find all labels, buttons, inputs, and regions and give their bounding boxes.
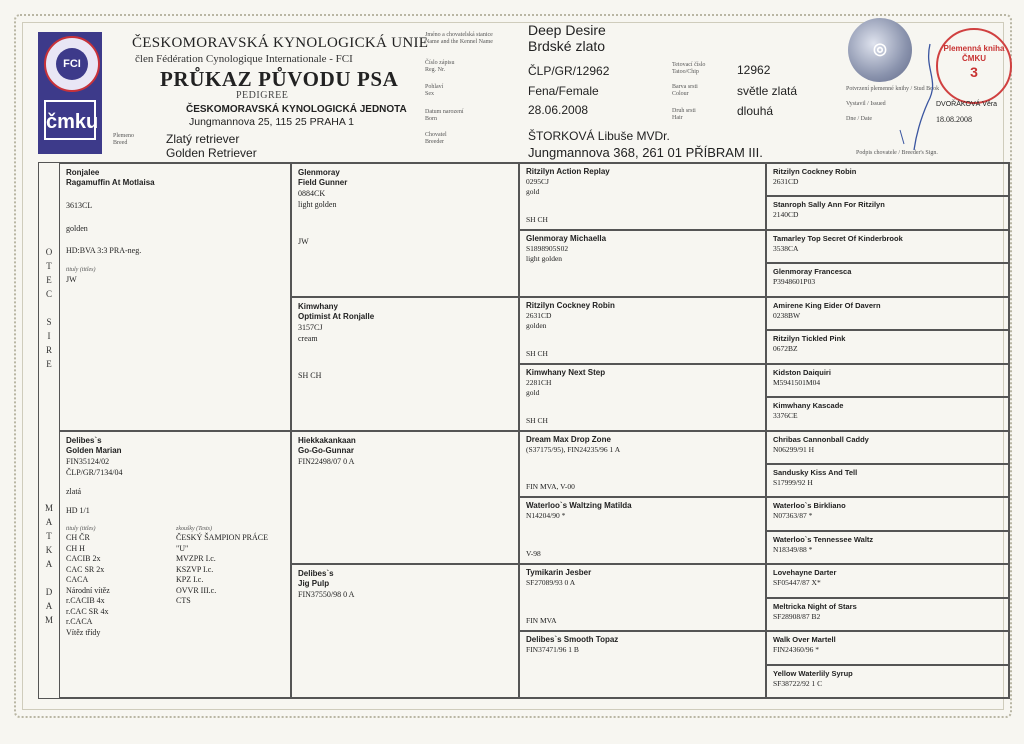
great-grandparent-title: SH CH	[526, 415, 548, 425]
great-grandparent-reg: 2631CD	[526, 310, 552, 320]
ancestor-gen4-reg: P3948601P03	[773, 277, 816, 287]
label-born: Datum narození Born	[425, 109, 464, 122]
ancestor-gen4-name: Amirene King Eider Of Davern	[773, 300, 881, 310]
sire-side-letter: E	[46, 359, 52, 369]
ancestor-gen4-reg: 2631CD	[773, 177, 799, 186]
grandparent-name-line1: Delibes`s	[298, 569, 334, 579]
great-grandparent-title: V-98	[526, 549, 541, 559]
dam-side-letter: D	[45, 587, 53, 597]
great-grandparent-cell	[519, 431, 766, 498]
ancestor-gen4-cell	[766, 464, 1009, 497]
dam-test-item: KPZ I.c.	[176, 575, 204, 584]
ancestor-gen4-reg: N18349/88 *	[773, 544, 813, 554]
great-grandparent-cell	[519, 631, 766, 698]
ancestor-gen4-cell	[766, 196, 1009, 229]
sire-side-letter: T	[46, 261, 52, 271]
dam-test-item: ČESKÝ ŠAMPION PRÁCE	[176, 533, 269, 542]
sire-colour: golden	[66, 224, 88, 233]
dog-colour: světle zlatá	[737, 84, 798, 98]
dam-tests-block: zkoušky (Tests) ČESKÝ ŠAMPION PRÁCE "U" MVZPR I.c. KSZVP I.c. KPZ I.c. OVVR III.c. CTS	[176, 526, 291, 607]
dam-colour: zlatá	[66, 487, 82, 496]
ancestor-gen4-cell	[766, 665, 1009, 698]
great-grandparent-cell	[519, 364, 766, 431]
sire-name-line2: Ragamuffin At Motlaisa	[66, 178, 155, 187]
label-reg: Číslo zápisu Reg. Nr.	[425, 60, 455, 73]
jednota-address: Jungmannova 25, 115 25 PRAHA 1	[189, 116, 355, 128]
dam-side-letter: K	[45, 545, 53, 555]
ancestor-gen4-reg: FIN24360/96 *	[773, 645, 820, 655]
ancestor-gen4-name: Tamarley Top Secret Of Kinderbrook	[773, 233, 903, 243]
dog-born: 28.06.2008	[528, 103, 589, 117]
sire-side-letter: E	[46, 275, 52, 285]
ancestor-gen4-name: Walk Over Martell	[773, 635, 836, 645]
dam-title-item: CH ČR	[66, 533, 90, 542]
grandparent-cell	[291, 564, 519, 698]
ancestor-gen4-cell	[766, 431, 1009, 464]
great-grandparent-colour: gold	[526, 187, 540, 196]
dam-test-item: CTS	[176, 596, 191, 605]
breed-label: Plemeno Breed	[113, 133, 134, 146]
great-grandparent-cell	[519, 163, 766, 230]
cmku-logo-text: čmku	[44, 100, 96, 140]
sire-side-letter: O	[45, 247, 53, 257]
ancestor-gen4-cell	[766, 297, 1009, 330]
great-grandparent-reg: N14204/90 *	[526, 511, 566, 521]
ancestor-gen4-name: Ritzilyn Cockney Robin	[773, 167, 857, 176]
dog-reg: ČLP/GR/12962	[528, 64, 610, 78]
dam-test-item: MVZPR I.c.	[176, 554, 216, 563]
great-grandparent-reg: FIN37471/96 1 B	[526, 645, 579, 655]
ancestor-gen4-reg: SF05447/87 X*	[773, 578, 821, 588]
dam-side-letter: A	[45, 517, 53, 527]
ancestor-gen4-name: Kidston Daiquiri	[773, 367, 831, 377]
ancestor-gen4-name: Glenmoray Francesca	[773, 267, 852, 277]
fci-emblem-icon	[44, 36, 100, 92]
ancestor-gen4-reg: N07363/87 *	[773, 511, 813, 521]
ancestor-gen4-reg: 3376CE	[773, 411, 798, 421]
dam-title-item: r.CACA	[66, 617, 93, 626]
dam-title-item: CAC SR 2x	[66, 564, 105, 574]
sire-side-letter: S	[46, 317, 52, 327]
sire-name-line1: Ronjalee	[66, 168, 100, 177]
dam-side-letter: A	[45, 601, 53, 611]
dam-test-item: OVVR III.c.	[176, 585, 217, 595]
dog-breeder-address: Jungmannova 368, 261 01 PŘÍBRAM III.	[528, 145, 763, 160]
grandparent-cell	[291, 163, 519, 297]
dam-side-letter: M	[44, 615, 53, 625]
great-grandparent-reg: S1898905S02	[526, 243, 569, 253]
sire-health: HD:BVA 3:3 PRA-neg.	[66, 246, 142, 255]
sire-reg: 3613CL	[66, 201, 93, 210]
hologram-seal-icon: ◎	[848, 18, 912, 82]
ancestor-gen4-cell	[766, 397, 1009, 430]
grandparent-cell	[291, 431, 519, 565]
ancestor-gen4-name: Kimwhany Kascade	[773, 401, 844, 411]
great-grandparent-colour: gold	[526, 387, 540, 397]
signature-mark	[870, 40, 980, 152]
ancestor-gen4-reg: M5941501M04	[773, 377, 821, 387]
dam-title-item: CH H	[66, 543, 85, 553]
grandparent-name-line2: Jig Pulp	[298, 579, 330, 589]
grandparent-reg: FIN22498/07 0 A	[298, 456, 355, 466]
grandparent-colour: cream	[298, 333, 318, 343]
label-issued: Vystavil / Issued	[846, 101, 886, 107]
ancestor-gen4-cell	[766, 230, 1009, 263]
grandparent-name-line1: Glenmoray	[298, 168, 340, 177]
dam-side-letter: M	[44, 503, 53, 513]
grandparent-reg: 3157CJ	[298, 322, 323, 332]
great-grandparent-title: SH CH	[526, 348, 548, 358]
dam-title-item: CACIB 2x	[66, 554, 101, 563]
ancestor-gen4-cell	[766, 263, 1009, 296]
great-grandparent-name: Waterloo`s Waltzing Matilda	[526, 501, 632, 511]
dog-breeder: ŠTORKOVÁ Libuše MVDr.	[528, 129, 670, 143]
great-grandparent-cell	[519, 230, 766, 297]
great-grandparent-reg: (S37175/95), FIN24235/96 1 A	[526, 444, 621, 454]
dam-title-item: r.CAC SR 4x	[66, 606, 109, 616]
label-breeder: Chovatel Breeder	[425, 132, 447, 145]
grandparent-name-line2: Optimist At Ronjalle	[298, 311, 375, 321]
great-grandparent-reg: 0295CJ	[526, 177, 549, 186]
dog-tattoo: 12962	[737, 63, 771, 77]
jednota-name: ČESKOMORAVSKÁ KYNOLOGICKÁ JEDNOTA	[186, 104, 407, 115]
dam-titles-tests	[66, 526, 284, 656]
ancestor-gen4-cell	[766, 564, 1009, 597]
ancestor-gen4-name: Chribas Cannonball Caddy	[773, 434, 869, 444]
great-grandparent-title: FIN MVA, V-00	[526, 482, 575, 492]
grandparent-name-line1: Kimwhany	[298, 301, 339, 311]
breed-value: Zlatý retriever Golden Retriever	[166, 132, 257, 160]
sire-side-letter: R	[45, 345, 52, 355]
great-grandparent-name: Tymikarin Jesber	[526, 568, 592, 578]
dam-titles-block: tituly (titles) CH ČR CH H CACIB 2x CAC SR 2x CACA Národní vítěz r.CACIB 4x r.CAC SR 4x r.CACA Vítěz třídy	[66, 526, 166, 638]
grandparent-name-line1: Hiekkakankaan	[298, 435, 356, 445]
pedigree-table	[38, 162, 1010, 699]
great-grandparent-reg: SF27089/93 0 A	[526, 578, 576, 588]
dam-reg2: ČLP/GR/7134/04	[66, 468, 123, 477]
dam-test-item: "U"	[176, 543, 189, 553]
label-confirm: Potvrzení plemenné knihy / Stud Book	[846, 86, 940, 92]
label-tattoo: Tetovací číslo Tatoo/Chip	[672, 62, 706, 75]
dam-title-item: r.CACIB 4x	[66, 596, 105, 605]
ancestor-gen4-cell	[766, 163, 1009, 196]
dam-name-line2: Golden Marian	[66, 446, 122, 455]
dam-title-item: Národní vítěz	[66, 585, 110, 595]
fci-member: člen Fédération Cynologique Internationale - FCI	[135, 53, 353, 65]
grandparent-name-line2: Field Gunner	[298, 178, 348, 187]
great-grandparent-cell	[519, 297, 766, 364]
dam-reg: FIN35124/02	[66, 457, 110, 466]
great-grandparent-colour: light golden	[526, 253, 563, 263]
ancestor-gen4-cell	[766, 497, 1009, 530]
sire-titles: JW	[66, 275, 77, 284]
dam-title-item: Vítěz třídy	[66, 627, 101, 637]
ancestor-gen4-cell	[766, 598, 1009, 631]
ancestor-gen4-reg: 3538CA	[773, 243, 799, 253]
sire-side-letter	[42, 301, 56, 315]
ancestor-gen4-cell	[766, 364, 1009, 397]
ancestor-gen4-name: Waterloo`s Birkliano	[773, 501, 846, 511]
label-signature: Podpis chovatele / Breeder's Sign.	[856, 150, 938, 156]
grandparent-title: SH CH	[298, 370, 322, 380]
grandparent-cell	[291, 297, 519, 431]
sire-side-letter: I	[47, 331, 51, 341]
ancestor-gen4-name: Lovehayne Darter	[773, 568, 837, 578]
dog-sex: Fena/Female	[528, 84, 599, 98]
great-grandparent-name: Dream Max Drop Zone	[526, 434, 611, 444]
great-grandparent-name: Ritzilyn Action Replay	[526, 167, 610, 176]
ancestor-gen4-cell	[766, 531, 1009, 564]
dam-side-letter: A	[45, 559, 53, 569]
grandparent-reg: FIN37550/98 0 A	[298, 590, 355, 600]
dam-cell	[59, 431, 291, 698]
fci-logo-text: FCI	[56, 48, 88, 80]
ancestor-gen4-name: Stanroph Sally Ann For Ritzilyn	[773, 200, 885, 210]
great-grandparent-title: FIN MVA	[526, 616, 557, 626]
great-grandparent-name: Ritzilyn Cockney Robin	[526, 300, 615, 310]
dam-side-letter: T	[46, 531, 52, 541]
sire-cell	[59, 163, 291, 431]
great-grandparent-name: Glenmoray Michaella	[526, 233, 607, 243]
grandparent-name-line2: Go-Go-Gunnar	[298, 445, 354, 455]
label-hair: Druh srsti Hair	[672, 108, 696, 121]
dam-title-item: CACA	[66, 575, 89, 584]
great-grandparent-colour: golden	[526, 320, 547, 330]
grandparent-reg: 0884CK	[298, 189, 326, 198]
ancestor-gen4-reg: SF38722/92 1 C	[773, 678, 823, 688]
page-subtitle: PEDIGREE	[236, 90, 289, 101]
ancestor-gen4-name: Meltricka Night of Stars	[773, 601, 857, 611]
great-grandparent-title: SH CH	[526, 214, 548, 224]
ancestor-gen4-name: Waterloo`s Tennessee Waltz	[773, 534, 874, 544]
great-grandparent-cell	[519, 497, 766, 564]
ancestor-gen4-name: Ritzilyn Tickled Pink	[773, 334, 846, 344]
ancestor-gen4-reg: N06299/91 H	[773, 444, 815, 454]
sire-side-letter: C	[45, 289, 52, 299]
label-date: Dne / Date	[846, 116, 872, 122]
label-sex: Pohlaví Sex	[425, 84, 444, 97]
studbook-stamp: Plemenná kniha ČMKU 3	[936, 28, 1012, 104]
cmku-logo	[38, 32, 102, 154]
dam-test-item: KSZVP I.c.	[176, 564, 214, 574]
great-grandparent-reg: 2281CH	[526, 377, 552, 387]
ancestor-gen4-name: Sandusky Kiss And Tell	[773, 467, 858, 477]
great-grandparent-name: Delibes`s Smooth Topaz	[526, 635, 619, 645]
great-grandparent-cell	[519, 564, 766, 631]
issue-date: 18.08.2008	[936, 115, 972, 124]
ancestor-gen4-reg: 0238BW	[773, 310, 801, 320]
dog-name: Deep Desire Brdské zlato	[528, 22, 606, 54]
ancestor-gen4-reg: 0672BZ	[773, 344, 798, 354]
grandparent-title: JW	[298, 237, 309, 246]
org-name: ČESKOMORAVSKÁ KYNOLOGICKÁ UNIE	[132, 35, 429, 51]
ancestor-gen4-cell	[766, 330, 1009, 363]
grandparent-colour: light golden	[298, 200, 337, 209]
ancestor-gen4-cell	[766, 631, 1009, 664]
issued-by: DVOŘÁKOVÁ Věra	[936, 101, 998, 108]
dam-side-letter	[42, 571, 56, 585]
ancestor-gen4-reg: 2140CD	[773, 210, 799, 220]
page-title: PRŮKAZ PŮVODU PSA	[160, 67, 399, 91]
ancestor-gen4-reg: SF28908/87 B2	[773, 611, 821, 621]
dam-name-line1: Delibes`s	[66, 436, 102, 445]
dog-hair: dlouhá	[737, 104, 774, 118]
sire-titles-label: tituly (titles)	[66, 267, 96, 273]
ancestor-gen4-reg: S17999/92 H	[773, 477, 813, 487]
ancestor-gen4-name: Yellow Waterlily Syrup	[773, 668, 853, 678]
label-colour: Barva srsti Colour	[672, 84, 698, 97]
label-name: Jméno a chovatelská stanice Name and the Kennel Name	[425, 32, 493, 45]
great-grandparent-name: Kimwhany Next Step	[526, 367, 606, 377]
dam-health: HD 1/1	[66, 506, 90, 515]
